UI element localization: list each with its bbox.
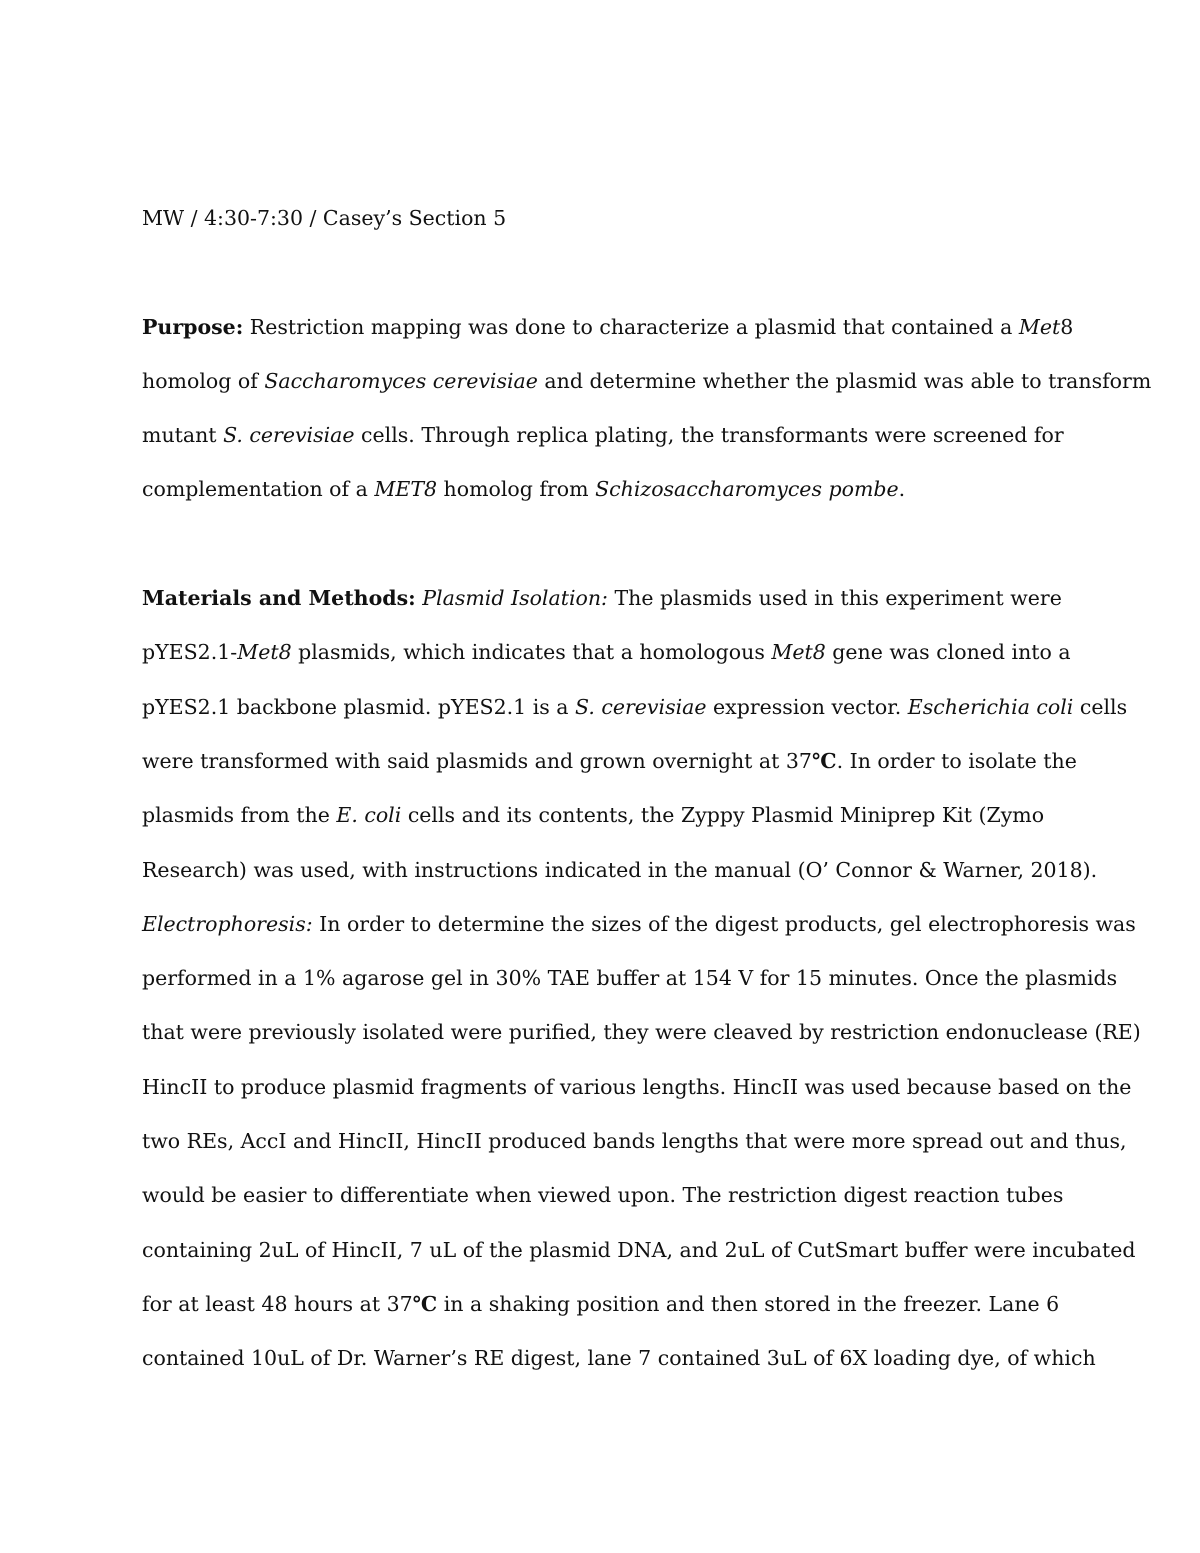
text-run: two REs, AccI and HincII, HincII produced bands lengths that were more spread out and thus, — [142, 1129, 1127, 1154]
text-run: pYES2.1 backbone plasmid. pYES2.1 is a — [142, 694, 576, 719]
materials-line — [142, 571, 1062, 625]
italic-run: Schizosaccharomyces pombe — [595, 477, 899, 502]
text-run: gene was cloned into a — [825, 640, 1071, 665]
bold-run: ℃ — [412, 1291, 438, 1316]
materials-line-text — [142, 803, 1044, 827]
text-run: expression vector. — [706, 694, 908, 719]
italic-run: Met8 — [237, 640, 292, 665]
purpose-line-text — [142, 477, 905, 501]
materials-line — [142, 625, 1071, 679]
materials-line — [142, 843, 1098, 897]
text-run: that were previously isolated were purified, they were cleaved by restriction endonuclease (RE) — [142, 1020, 1141, 1045]
text-run: were transformed with said plasmids and grown overnight at 37 — [142, 748, 812, 773]
text-run: homolog from — [437, 477, 596, 502]
text-run: plasmids from the — [142, 803, 337, 828]
purpose-line-text — [142, 369, 1151, 393]
italic-run: MET8 — [374, 477, 438, 502]
materials-line — [142, 1277, 1062, 1331]
bold-run: ℃ — [811, 748, 837, 773]
materials-line-text — [142, 1075, 1131, 1099]
text-run: The plasmids used in this experiment were — [607, 586, 1062, 611]
purpose-line — [142, 462, 1062, 516]
materials-line-text — [142, 1020, 1141, 1044]
text-run: cells — [1073, 694, 1128, 719]
text-run: . — [898, 477, 906, 502]
text-run: contained 10uL of Dr. Warner’s RE digest, lane 7 contained 3uL of 6X loading dye, of which — [142, 1346, 1096, 1371]
italic-run: E. coli — [336, 803, 402, 828]
text-run: cells and its contents, the Zyppy Plasmid Miniprep Kit (Zymo — [401, 803, 1045, 828]
materials-line — [142, 1060, 1132, 1114]
materials-line — [142, 1168, 1062, 1222]
text-run: would be easier to differentiate when viewed upon. The restriction digest reaction tubes — [142, 1183, 1064, 1208]
text-run: mutant — [142, 423, 224, 448]
purpose-line-text — [142, 423, 1064, 447]
materials-line — [142, 1331, 1096, 1385]
italic-run: Electrophoresis: — [142, 911, 313, 936]
header-line-text: MW / 4:30-7:30 / Casey’s Section 5 — [142, 206, 507, 230]
materials-line-text — [142, 1292, 1059, 1316]
italic-run: Escherichia coli — [907, 694, 1074, 719]
materials-line — [142, 788, 1062, 842]
text-run: complementation of a — [142, 477, 375, 502]
purpose-heading: Purpose: — [142, 314, 244, 339]
materials-line — [142, 1005, 1141, 1059]
materials-line-text — [142, 1238, 1136, 1262]
materials-paragraph — [142, 571, 1141, 1385]
italic-run: S. cerevisiae — [223, 423, 355, 448]
text-run: Restriction mapping was done to characterize a plasmid that contained a — [243, 314, 1019, 339]
materials-line — [142, 1114, 1127, 1168]
materials-line-text — [142, 695, 1127, 719]
purpose-line — [142, 300, 1074, 354]
materials-line-text — [142, 966, 1117, 990]
materials-line — [142, 680, 1128, 734]
materials-line — [142, 897, 1136, 951]
paragraph-gap — [142, 517, 1062, 571]
header-line — [142, 191, 1062, 245]
italic-run: Met8 — [771, 640, 826, 665]
text-run: HincII to produce plasmid fragments of various lengths. HincII was used because based on the — [142, 1074, 1132, 1099]
text-run: Research) was used, with instructions indicated in the manual (O’ Connor & Warner, 2018). — [142, 857, 1098, 882]
text-run: containing 2uL of HincII, 7 uL of the plasmid DNA, and 2uL of CutSmart buffer were incubated — [142, 1237, 1136, 1262]
document-body — [142, 191, 1152, 1386]
text-run: homolog of — [142, 368, 265, 393]
italic-run: Met — [1018, 314, 1061, 339]
purpose-line-text — [243, 315, 1073, 339]
materials-line-text — [416, 586, 1062, 610]
materials-line — [142, 1223, 1136, 1277]
materials-line-text — [142, 1129, 1127, 1153]
materials-line-text — [142, 858, 1097, 882]
text-run: performed in a 1% agarose gel in 30% TAE buffer at 154 V for 15 minutes. Once the plasmids — [142, 966, 1118, 991]
italic-run: S. cerevisiae — [575, 694, 707, 719]
materials-line-text — [142, 640, 1071, 664]
materials-line-text — [142, 1183, 1063, 1207]
materials-line-text — [142, 912, 1136, 936]
text-run: In order to determine the sizes of the digest products, gel electrophoresis was — [312, 911, 1136, 936]
materials-line-text — [142, 1346, 1096, 1370]
materials-line — [142, 734, 1077, 788]
materials-line-text — [142, 749, 1077, 773]
purpose-line — [142, 354, 1152, 408]
text-run: pYES2.1- — [142, 640, 238, 665]
text-run: . In order to isolate the — [836, 748, 1077, 773]
text-run: for at least 48 hours at 37 — [142, 1291, 413, 1316]
text-run: and determine whether the plasmid was able to transform — [537, 368, 1152, 393]
italic-run: Plasmid Isolation: — [422, 586, 608, 611]
purpose-paragraph — [142, 300, 1152, 517]
text-run: cells. Through replica plating, the transformants were screened for — [354, 423, 1064, 448]
text-run: in a shaking position and then stored in the freezer. Lane 6 — [437, 1291, 1060, 1316]
text-run: plasmids, which indicates that a homologous — [291, 640, 772, 665]
purpose-line — [142, 408, 1062, 462]
italic-run: Saccharomyces cerevisiae — [264, 368, 538, 393]
paragraph-gap — [142, 245, 1062, 299]
materials-heading: Materials and Methods: — [142, 586, 416, 611]
text-run: 8 — [1060, 314, 1074, 339]
materials-line — [142, 951, 1118, 1005]
